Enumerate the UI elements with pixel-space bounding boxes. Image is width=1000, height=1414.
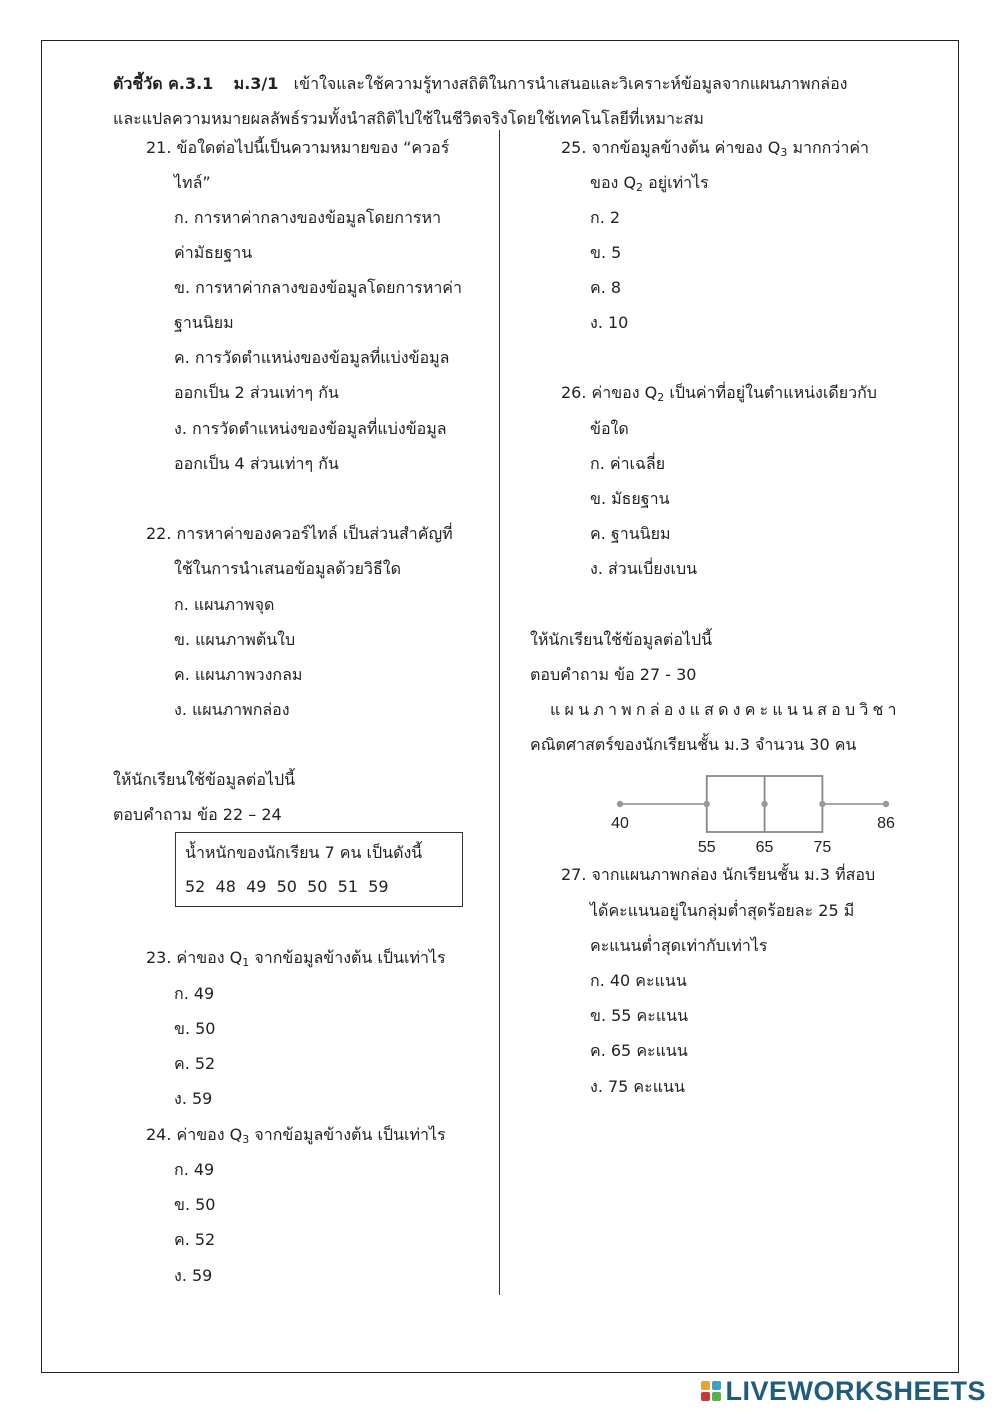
q22-option-b[interactable]: ข. แผนภาพต้นใบ: [174, 630, 296, 649]
q26-option-d[interactable]: ง. ส่วนเบี่ยงเบน: [590, 559, 698, 578]
column-divider: [499, 130, 500, 1295]
q25-stem-line1: [561, 138, 869, 158]
q22-stem-line1: 22. การหาค่าของควอร์ไทล์ เป็นส่วนสำคัญที่: [146, 524, 453, 543]
q25-stem1-pre: 25. จากข้อมูลข้างต้น ค่าของ Q: [561, 138, 781, 157]
q27-option-a[interactable]: ก. 40 คะแนน: [590, 971, 687, 990]
box-plot-label-q3: 75: [813, 839, 832, 856]
q25-option-c[interactable]: ค. 8: [590, 278, 622, 297]
q21-option-d-line2[interactable]: ออกเป็น 4 ส่วนเท่าๆ กัน: [174, 454, 339, 473]
q23-stem: [146, 948, 446, 968]
indicator-line1: เข้าใจและใช้ความรู้ทางสถิติในการนำเสนอและวิเคราะห์ข้อมูลจากแผนภาพกล่อง: [293, 74, 848, 93]
q26-option-b[interactable]: ข. มัธยฐาน: [590, 489, 670, 508]
q23-option-a[interactable]: ก. 49: [174, 984, 215, 1003]
instruction2-line4: คณิตศาสตร์ของนักเรียนชั้น ม.3 จำนวน 30 คน: [530, 735, 857, 754]
q26-option-c[interactable]: ค. ฐานนิยม: [590, 524, 671, 543]
q27-option-b[interactable]: ข. 55 คะแนน: [590, 1006, 689, 1025]
q25-stem1-sub: 3: [780, 146, 788, 159]
q23-option-c[interactable]: ค. 52: [174, 1054, 216, 1073]
instruction1-line1: ให้นักเรียนใช้ข้อมูลต่อไปนี้: [113, 770, 296, 789]
instruction2-line2: ตอบคำถาม ข้อ 27 - 30: [530, 665, 697, 684]
box-plot-point-q1: [704, 801, 710, 807]
box-plot-chart: [606, 770, 910, 860]
instruction1-line2: ตอบคำถาม ข้อ 22 – 24: [113, 805, 282, 824]
q21-option-c-line1[interactable]: ค. การวัดตำแหน่งของข้อมูลที่แบ่งข้อมูล: [174, 348, 450, 367]
indicator-line2: และแปลความหมายผลลัพธ์รวมทั้งนำสถิติไปใช้ในชีวิตจริงโดยใช้เทคโนโลยีที่เหมาะสม: [113, 109, 704, 128]
q24-stem: [146, 1125, 446, 1145]
indicator-code: ตัวชี้วัด ค.3.1: [113, 74, 214, 93]
q21-option-c-line2[interactable]: ออกเป็น 2 ส่วนเท่าๆ กัน: [174, 383, 339, 402]
q26-option-a[interactable]: ก. ค่าเฉลี่ย: [590, 454, 666, 473]
box-plot-point-min: [617, 801, 623, 807]
q21-option-a-line1[interactable]: ก. การหาค่ากลางของข้อมูลโดยการหา: [174, 208, 442, 227]
q26-stem1-post: เป็นค่าที่อยู่ในตำแหน่งเดียวกับ: [664, 383, 877, 402]
instruction2-line3: แผนภาพกล่องแสดงคะแนนสอบวิชา: [550, 700, 901, 719]
q24-option-c[interactable]: ค. 52: [174, 1230, 216, 1249]
q25-stem1-post: มากกว่าค่า: [787, 138, 870, 157]
q22-stem-line2: ใช้ในการนำเสนอข้อมูลด้วยวิธีใด: [174, 559, 401, 578]
q24-option-d[interactable]: ง. 59: [174, 1266, 213, 1285]
q21-option-d-line1[interactable]: ง. การวัดตำแหน่งของข้อมูลที่แบ่งข้อมูล: [174, 419, 447, 438]
q27-stem-line2: ได้คะแนนอยู่ในกลุ่มต่ำสุดร้อยละ 25 มี: [590, 901, 855, 920]
q22-option-d[interactable]: ง. แผนภาพกล่อง: [174, 700, 290, 719]
q25-stem-line2: [590, 173, 709, 193]
q27-option-d[interactable]: ง. 75 คะแนน: [590, 1077, 685, 1096]
liveworksheets-logo-text: LIVEWORKSHEETS: [725, 1375, 986, 1406]
q26-stem-line1: [561, 383, 877, 403]
q25-stem2-sub: 2: [636, 181, 644, 194]
q25-option-d[interactable]: ง. 10: [590, 313, 629, 332]
instruction2-line1: ให้นักเรียนใช้ข้อมูลต่อไปนี้: [530, 630, 713, 649]
q25-option-b[interactable]: ข. 5: [590, 243, 622, 262]
q23-stem-sub: 1: [242, 956, 250, 969]
q23-stem-post: จากข้อมูลข้างต้น เป็นเท่าไร: [249, 948, 446, 967]
q21-option-a-line2[interactable]: ค่ามัธยฐาน: [174, 243, 253, 262]
indicator-header: [113, 66, 893, 136]
indicator-level: ม.3/1: [233, 74, 279, 93]
q25-stem2-pre: ของ Q: [590, 173, 637, 192]
q21-option-b-line1[interactable]: ข. การหาค่ากลางของข้อมูลโดยการหาค่า: [174, 278, 462, 297]
q25-stem2-post: อยู่เท่าไร: [643, 173, 709, 192]
q26-stem1-sub: 2: [657, 391, 665, 404]
q22-option-c[interactable]: ค. แผนภาพวงกลม: [174, 665, 303, 684]
q23-option-b[interactable]: ข. 50: [174, 1019, 216, 1038]
box-plot-point-q3: [819, 801, 825, 807]
q24-stem-post: จากข้อมูลข้างต้น เป็นเท่าไร: [249, 1125, 446, 1144]
data-box-line2: 52 48 49 50 50 51 59: [185, 877, 389, 896]
liveworksheets-logo-icon: [701, 1381, 721, 1401]
box-plot-label-q1: 55: [697, 839, 716, 856]
q22-option-a[interactable]: ก. แผนภาพจุด: [174, 595, 275, 614]
q24-option-b[interactable]: ข. 50: [174, 1195, 216, 1214]
q21-stem-line1: 21. ข้อใดต่อไปนี้เป็นความหมายของ “ควอร์: [146, 138, 450, 157]
q23-stem-pre: 23. ค่าของ Q: [146, 948, 243, 967]
q23-option-d[interactable]: ง. 59: [174, 1089, 213, 1108]
liveworksheets-logo[interactable]: [701, 1374, 986, 1408]
q24-option-a[interactable]: ก. 49: [174, 1160, 215, 1179]
q27-stem-line3: คะแนนต่ำสุดเท่ากับเท่าไร: [590, 936, 768, 955]
q26-stem-line2: ข้อใด: [590, 419, 629, 438]
q24-stem-pre: 24. ค่าของ Q: [146, 1125, 243, 1144]
q24-stem-sub: 3: [242, 1133, 250, 1146]
box-plot-label-max: 86: [877, 815, 895, 832]
q21-stem-line2: ไทล์”: [174, 173, 211, 192]
q27-stem-line1: 27. จากแผนภาพกล่อง นักเรียนชั้น ม.3 ที่สอบ: [561, 865, 876, 884]
data-box-line1: น้ำหนักของนักเรียน 7 คน เป็นดังนี้: [185, 843, 423, 862]
box-plot-label-median: 65: [755, 839, 774, 856]
box-plot-point-median: [761, 801, 767, 807]
q25-option-a[interactable]: ก. 2: [590, 208, 621, 227]
q27-option-c[interactable]: ค. 65 คะแนน: [590, 1041, 688, 1060]
box-plot-label-min: 40: [611, 815, 629, 832]
q21-option-b-line2[interactable]: ฐานนิยม: [174, 313, 234, 332]
q26-stem1-pre: 26. ค่าของ Q: [561, 383, 658, 402]
box-plot-point-max: [883, 801, 889, 807]
